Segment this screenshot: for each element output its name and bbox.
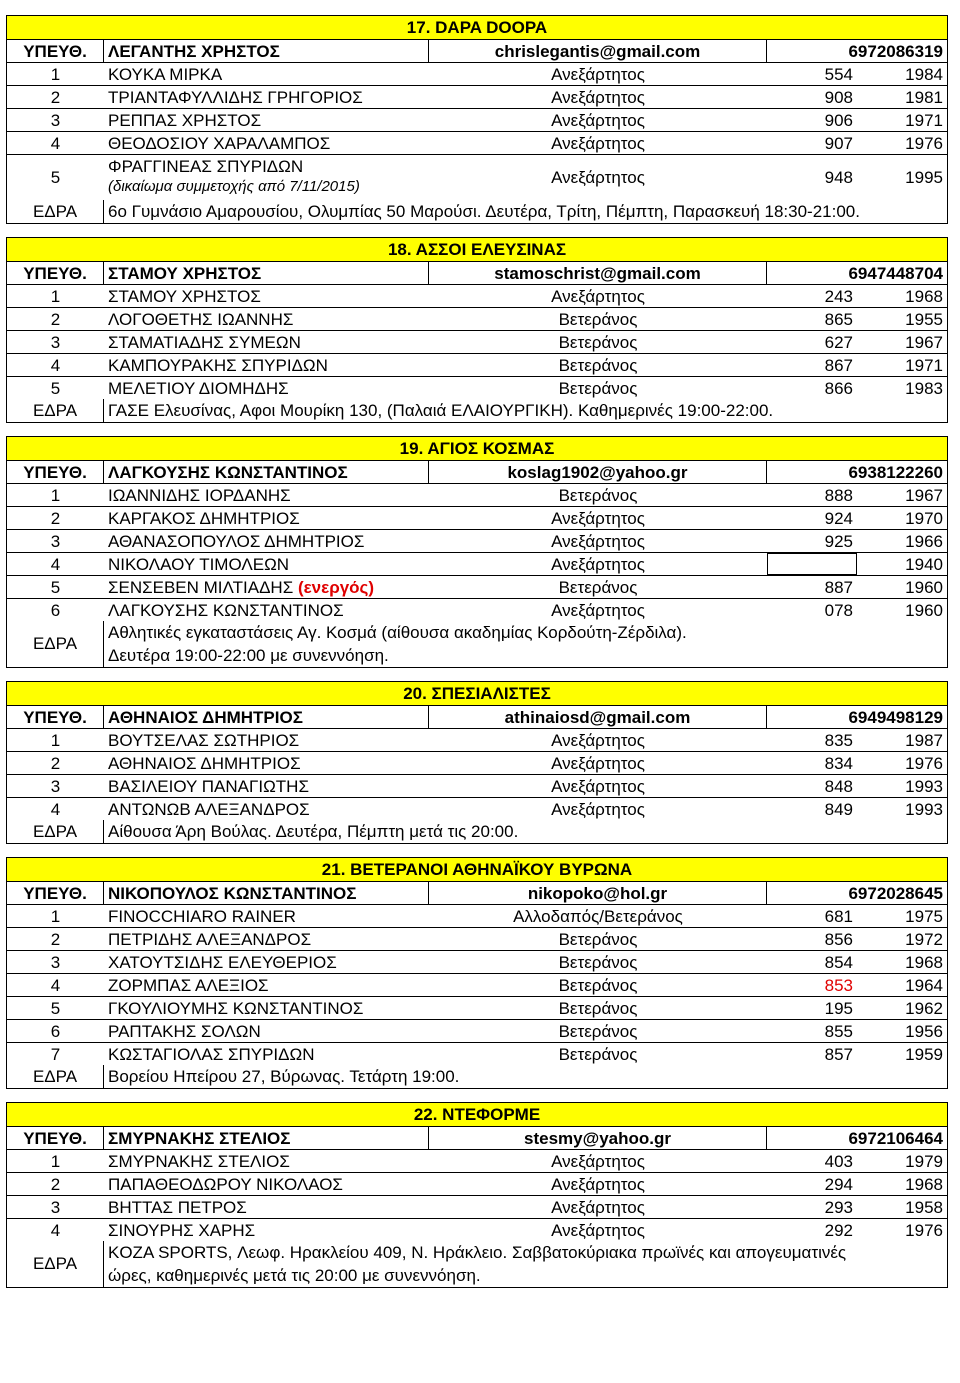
section-gap [6,423,948,436]
club-section [6,237,948,423]
club-title: 19. ΑΓΙΟΣ ΚΟΣΜΑΣ [6,436,948,460]
member-id: 906 [824,111,853,130]
member-status: Βετεράνος [558,953,638,972]
member-name: ΣΤΑΜΟΥ ΧΡΗΣΤΟΣ [108,287,261,306]
table-row [6,108,948,131]
manager-phone: 6947448704 [848,264,943,283]
row-number: 1 [50,1152,61,1171]
birth-year: 1976 [905,754,943,773]
member-name: ΙΩΑΝΝΙΔΗΣ ΙΟΡΔΑΝΗΣ [108,486,291,505]
birth-year: 1959 [905,1045,943,1064]
member-status: Ανεξάρτητος [551,134,645,153]
member-status: Βετεράνος [558,999,638,1018]
birth-year: 1940 [905,555,943,574]
table-row [6,552,948,575]
row-number: 2 [50,1175,61,1194]
table-row [6,973,948,996]
member-id: 888 [824,486,853,505]
table-row [6,904,948,927]
seat-address: 6ο Γυμνάσιο Αμαρουσίου, Ολυμπίας 50 Μαρούσι. Δευτέρα, Τρίτη, Πέμπτη, Παρασκευή 18:30-21:00. [108,202,860,221]
member-id: 908 [824,88,853,107]
manager-phone: 6938122260 [848,463,943,482]
member-status: Βετεράνος [558,333,638,352]
seat-label: ΕΔΡΑ [7,1065,104,1088]
row-number: 2 [50,509,61,528]
member-id: 866 [824,379,853,398]
seat-address-line-1: KOZA SPORTS, Λεωφ. Ηρακλείου 409, Ν. Ηράκλειο. Σαββατοκύριακα πρωϊνές και απογευματινές [108,1243,847,1262]
seat-label: ΕΔΡΑ [7,621,104,667]
birth-year: 1970 [905,509,943,528]
member-name [104,155,429,200]
table-row [6,483,948,506]
seat-address-line-2: ώρες, καθημερινές μετά τις 20:00 με συνεννόηση. [108,1266,481,1285]
club-title: 21. ΒΕΤΕΡΑΝΟΙ ΑΘΗΝΑΪΚΟΥ ΒΥΡΩΝΑ [6,857,948,881]
seat-address: Βορείου Ηπείρου 27, Βύρωνας. Τετάρτη 19:00. [108,1067,460,1086]
member-status: Ανεξάρτητος [551,1152,645,1171]
member-id: 924 [824,509,853,528]
member-status: Ανεξάρτητος [551,555,645,574]
birth-year: 1967 [905,333,943,352]
club-seat-row [6,1241,948,1288]
member-name: ΚΟΥΚΑ ΜΙΡΚΑ [108,65,223,84]
manager-label: ΥΠΕΥΘ. [7,461,104,483]
member-name: ΑΘΑΝΑΣΟΠΟΥΛΟΣ ΔΗΜΗΤΡΙΟΣ [108,532,365,551]
member-status: Ανεξάρτητος [551,731,645,750]
section-gap [6,844,948,857]
manager-phone: 6972028645 [848,884,943,903]
member-name: ΧΑΤΟΥΤΣΙΔΗΣ ΕΛΕΥΘΕΡΙΟΣ [108,953,337,972]
member-status: Ανεξάρτητος [551,65,645,84]
member-id: 849 [824,800,853,819]
member-id: 627 [824,333,853,352]
member-id: 855 [824,1022,853,1041]
seat-label: ΕΔΡΑ [7,200,104,223]
table-row [6,774,948,797]
birth-year: 1955 [905,310,943,329]
member-id: 856 [824,930,853,949]
table-row [6,950,948,973]
manager-email[interactable]: chrislegantis@gmail.com [429,40,767,62]
member-id: 243 [824,287,853,306]
member-id: 857 [824,1045,853,1064]
table-row [6,1218,948,1241]
table-row [6,728,948,751]
member-id: 681 [824,907,853,926]
club-manager-row [6,261,948,284]
row-number: 1 [50,907,61,926]
row-number: 1 [50,731,61,750]
birth-year: 1975 [905,907,943,926]
row-number: 3 [50,777,61,796]
table-row [6,529,948,552]
club-section [6,857,948,1089]
member-name: ΠΑΠΑΘΕΟΔΩΡΟΥ ΝΙΚΟΛΑΟΣ [108,1175,343,1194]
member-name: ΣΤΑΜΑΤΙΑΔΗΣ ΣΥΜΕΩΝ [108,333,301,352]
member-id: 078 [824,601,853,620]
member-status: Βετεράνος [558,578,638,597]
row-number: 3 [50,111,61,130]
club-title: 22. ΝΤΕΦΟΡΜΕ [6,1102,948,1126]
club-seat-row [6,820,948,844]
table-row [6,996,948,1019]
table-row [6,62,948,85]
manager-label: ΥΠΕΥΘ. [7,706,104,728]
club-title: 18. ΑΣΣΟΙ ΕΛΕΥΣΙΝΑΣ [6,237,948,261]
row-number: 4 [50,976,61,995]
row-number: 6 [50,601,61,620]
member-name: ΠΕΤΡΙΔΗΣ ΑΛΕΞΑΝΔΡΟΣ [108,930,312,949]
row-number: 4 [50,800,61,819]
row-number: 3 [50,333,61,352]
row-number: 1 [50,287,61,306]
manager-phone: 6972086319 [848,42,943,61]
table-row [6,1149,948,1172]
birth-year: 1958 [905,1198,943,1217]
seat-address [104,1241,947,1287]
active-badge: (ενεργός) [297,578,375,597]
member-name: ΒΑΣΙΛΕΙΟΥ ΠΑΝΑΓΙΩΤΗΣ [108,777,309,796]
seat-address: Αίθουσα Άρη Βούλας. Δευτέρα, Πέμπτη μετά τις 20:00. [108,822,519,841]
member-id: 554 [824,65,853,84]
member-id: 835 [824,731,853,750]
birth-year: 1968 [905,1175,943,1194]
member-name-text: ΦΡΑΓΓΙΝΕΑΣ ΣΠΥΡΙΔΩΝ [108,157,304,176]
member-status: Ανεξάρτητος [551,532,645,551]
member-name: FINOCCHIARO RAINER [108,907,296,926]
member-name: ΒΗΤΤΑΣ ΠΕΤΡΟΣ [108,1198,247,1217]
manager-label: ΥΠΕΥΘ. [7,262,104,284]
member-id: 294 [824,1175,853,1194]
member-name: ΚΩΣΤΑΓΙΟΛΑΣ ΣΠΥΡΙΔΩΝ [108,1045,315,1064]
club-section [6,436,948,668]
member-id: 854 [824,953,853,972]
member-status: Βετεράνος [558,486,638,505]
row-number: 4 [50,134,61,153]
seat-label: ΕΔΡΑ [7,1241,104,1287]
seat-address-line-2: Δευτέρα 19:00-22:00 με συνεννόηση. [108,646,389,665]
member-status: Βετεράνος [558,1022,638,1041]
birth-year: 1968 [905,287,943,306]
club-seat-row [6,399,948,423]
row-number: 4 [50,555,61,574]
birth-year: 1962 [905,999,943,1018]
birth-year: 1976 [905,1221,943,1240]
member-status: Βετεράνος [558,976,638,995]
manager-label: ΥΠΕΥΘ. [7,882,104,904]
member-status: Ανεξάρτητος [551,777,645,796]
section-gap [6,2,948,15]
birth-year: 1993 [905,800,943,819]
member-id: 907 [824,134,853,153]
row-number: 2 [50,310,61,329]
member-id: 403 [824,1152,853,1171]
member-id: 887 [824,578,853,597]
row-number: 3 [50,953,61,972]
row-number: 5 [50,168,61,187]
club-seat-row [6,621,948,668]
birth-year: 1960 [905,601,943,620]
member-id: 292 [824,1221,853,1240]
birth-year: 1964 [905,976,943,995]
table-row [6,353,948,376]
birth-year: 1987 [905,731,943,750]
birth-year: 1984 [905,65,943,84]
member-name: ΤΡΙΑΝΤΑΦΥΛΛΙΔΗΣ ΓΡΗΓΟΡΙΟΣ [108,88,363,107]
seat-address: ΓΑΣΕ Ελευσίνας, Αφοι Μουρίκη 130, (Παλαιά ΕΛΑΙΟΥΡΓΙΚΗ). Καθημερινές 19:00-22:00. [108,401,774,420]
manager-name: ΑΘΗΝΑΙΟΣ ΔΗΜΗΤΡΙΟΣ [104,706,429,728]
birth-year: 1981 [905,88,943,107]
member-status: Βετεράνος [558,379,638,398]
member-id: 834 [824,754,853,773]
birth-year: 1979 [905,1152,943,1171]
club-section [6,1102,948,1288]
manager-name: ΛΕΓΑΝΤΗΣ ΧΡΗΣΤΟΣ [104,40,429,62]
birth-year: 1956 [905,1022,943,1041]
birth-year: 1966 [905,532,943,551]
row-number: 1 [50,486,61,505]
member-status: Ανεξάρτητος [551,601,645,620]
club-title: 17. DAPA DOOPA [6,15,948,39]
table-row [6,307,948,330]
manager-email[interactable]: stesmy@yahoo.gr [429,1127,767,1149]
member-id: 867 [824,356,853,375]
row-number: 6 [50,1022,61,1041]
member-id: 948 [824,168,853,187]
member-id: 925 [824,532,853,551]
member-name: ΣΙΝΟΥΡΗΣ ΧΑΡΗΣ [108,1221,256,1240]
row-number: 2 [50,754,61,773]
member-id: 293 [824,1198,853,1217]
table-row [6,1195,948,1218]
row-number: 5 [50,578,61,597]
manager-label: ΥΠΕΥΘ. [7,40,104,62]
row-number: 2 [50,88,61,107]
member-name: ΡΕΠΠΑΣ ΧΡΗΣΤΟΣ [108,111,262,130]
member-name: ΑΝΤΩΝΩΒ ΑΛΕΞΑΝΔΡΟΣ [108,800,310,819]
club-manager-row [6,1126,948,1149]
member-id [767,553,857,575]
row-number: 7 [50,1045,61,1064]
seat-label: ΕΔΡΑ [7,399,104,422]
seat-address-line-1: Αθλητικές εγκαταστάσεις Αγ. Κοσμά (αίθουσα ακαδημίας Κορδούτη-Ζέρδιλα). [108,623,687,642]
club-section [6,681,948,844]
row-number: 3 [50,1198,61,1217]
table-row [6,1042,948,1065]
member-name: ΣΜΥΡΝΑΚΗΣ ΣΤΕΛΙΟΣ [108,1152,290,1171]
manager-name: ΝΙΚΟΠΟΥΛΟΣ ΚΩΝΣΤΑΝΤΙΝΟΣ [104,882,429,904]
member-name: ΓΚΟΥΛΙΟΥΜΗΣ ΚΩΝΣΤΑΝΤΙΝΟΣ [108,999,364,1018]
member-name: ΒΟΥΤΣΕΛΑΣ ΣΩΤΗΡΙΟΣ [108,731,300,750]
member-note: (δικαίωμα συμμετοχής από 7/11/2015) [108,178,360,195]
manager-email[interactable]: athinaiosd@gmail.com [429,706,767,728]
row-number: 3 [50,532,61,551]
member-name: ΘΕΟΔΟΣΙΟΥ ΧΑΡΑΛΑΜΠΟΣ [108,134,331,153]
club-seat-row [6,200,948,224]
member-status: Ανεξάρτητος [551,287,645,306]
club-seat-row [6,1065,948,1089]
member-status: Ανεξάρτητος [551,168,645,187]
manager-email[interactable]: nikopoko@hol.gr [429,882,767,904]
member-status: Ανεξάρτητος [551,111,645,130]
section-gap [6,1089,948,1102]
seat-address [104,621,947,667]
member-name: ΡΑΠΤΑΚΗΣ ΣΟΛΩΝ [108,1022,261,1041]
row-number: 5 [50,379,61,398]
member-status: Ανεξάρτητος [551,800,645,819]
manager-label: ΥΠΕΥΘ. [7,1127,104,1149]
manager-name: ΛΑΓΚΟΥΣΗΣ ΚΩΝΣΤΑΝΤΙΝΟΣ [104,461,429,483]
manager-phone: 6972106464 [848,1129,943,1148]
table-row [6,284,948,307]
member-name: ΑΘΗΝΑΙΟΣ ΔΗΜΗΤΡΙΟΣ [108,754,301,773]
row-number: 2 [50,930,61,949]
club-manager-row [6,39,948,62]
manager-name: ΣΜΥΡΝΑΚΗΣ ΣΤΕΛΙΟΣ [104,1127,429,1149]
member-status: Ανεξάρτητος [551,1221,645,1240]
seat-label: ΕΔΡΑ [7,820,104,843]
birth-year: 1967 [905,486,943,505]
club-manager-row [6,460,948,483]
club-section [6,15,948,224]
row-number: 4 [50,356,61,375]
table-row [6,85,948,108]
member-name: ΚΑΡΓΑΚΟΣ ΔΗΜΗΤΡΙΟΣ [108,509,300,528]
club-manager-row [6,705,948,728]
row-number: 1 [50,65,61,84]
member-id: 865 [824,310,853,329]
member-name [104,576,429,598]
member-name: ΛΟΓΟΘΕΤΗΣ ΙΩΑΝΝΗΣ [108,310,294,329]
member-name: ΖΟΡΜΠΑΣ ΑΛΕΞΙΟΣ [108,976,269,995]
birth-year: 1995 [905,168,943,187]
birth-year: 1983 [905,379,943,398]
row-number: 5 [50,999,61,1018]
member-status: Ανεξάρτητος [551,88,645,107]
birth-year: 1960 [905,578,943,597]
table-row [6,575,948,598]
table-row [6,927,948,950]
table-row [6,376,948,399]
member-name: ΛΑΓΚΟΥΣΗΣ ΚΩΝΣΤΑΝΤΙΝΟΣ [108,601,344,620]
club-manager-row [6,881,948,904]
member-status: Βετεράνος [558,310,638,329]
manager-name: ΣΤΑΜΟΥ ΧΡΗΣΤΟΣ [104,262,429,284]
manager-phone: 6949498129 [848,708,943,727]
birth-year: 1968 [905,953,943,972]
table-row [6,154,948,200]
member-name: ΝΙΚΟΛΑΟΥ ΤΙΜΟΛΕΩΝ [108,555,290,574]
member-id: 853 [824,976,853,995]
member-status: Βετεράνος [558,356,638,375]
member-status: Ανεξάρτητος [551,1175,645,1194]
member-status: Ανεξάρτητος [551,1198,645,1217]
table-row [6,1172,948,1195]
member-name: ΜΕΛΕΤΙΟΥ ΔΙΟΜΗΔΗΣ [108,379,289,398]
birth-year: 1976 [905,134,943,153]
table-row [6,598,948,621]
birth-year: 1971 [905,111,943,130]
section-gap [6,668,948,681]
member-status: Βετεράνος [558,930,638,949]
member-name: ΚΑΜΠΟΥΡΑΚΗΣ ΣΠΥΡΙΔΩΝ [108,356,328,375]
table-row [6,131,948,154]
clubs-sheet [6,2,948,1288]
birth-year: 1971 [905,356,943,375]
birth-year: 1972 [905,930,943,949]
manager-email[interactable]: koslag1902@yahoo.gr [429,461,767,483]
member-id: 848 [824,777,853,796]
club-title: 20. ΣΠΕΣΙΑΛΙΣΤΕΣ [6,681,948,705]
table-row [6,330,948,353]
table-row [6,797,948,820]
table-row [6,1019,948,1042]
member-status: Ανεξάρτητος [551,754,645,773]
member-name-text: ΣΕΝΣΕΒΕΝ ΜΙΛΤΙΑΔΗΣ [108,578,294,597]
member-status: Ανεξάρτητος [551,509,645,528]
member-status: Βετεράνος [558,1045,638,1064]
member-id: 195 [824,999,853,1018]
section-gap [6,224,948,237]
manager-email[interactable]: stamoschrist@gmail.com [429,262,767,284]
table-row [6,506,948,529]
member-status: Αλλοδαπός/Βετεράνος [513,907,683,926]
row-number: 4 [50,1221,61,1240]
birth-year: 1993 [905,777,943,796]
table-row [6,751,948,774]
